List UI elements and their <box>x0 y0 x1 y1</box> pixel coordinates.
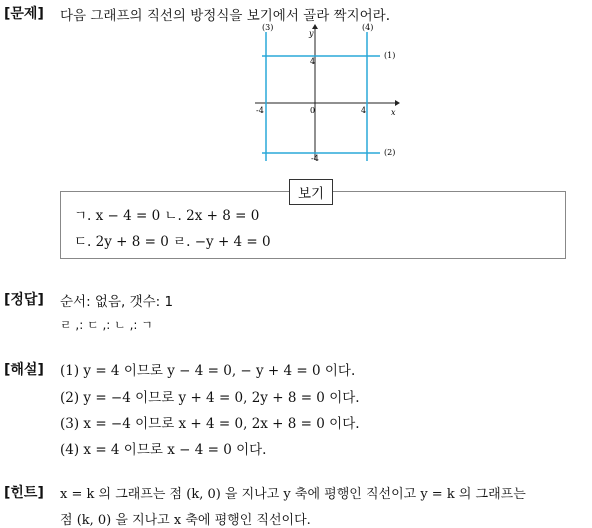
tick-y-neg: -4 <box>311 154 319 163</box>
answer-line-2: ㄹ ,: ㄷ ,: ㄴ ,: ㄱ <box>60 318 153 332</box>
hint-line-1: x = k 의 그래프는 점 (k, 0) 을 지나고 y 축에 평행인 직선이고 y = k 의 그래프는 <box>60 487 526 502</box>
explanation-line-3: (3) x = −4 이므로 x + 4 = 0, 2x + 8 = 0 이다. <box>60 416 360 432</box>
bogi-row-2: ㄷ. 2y + 8 = 0 ㄹ. −y + 4 = 0 <box>74 234 271 250</box>
answer-line-1: 순서: 없음, 갯수: 1 <box>60 294 174 310</box>
explanation-line-2: (2) y = −4 이므로 y + 4 = 0, 2y + 8 = 0 이다. <box>60 390 360 406</box>
explanation-line-1: (1) y = 4 이므로 y − 4 = 0, − y + 4 = 0 이다. <box>60 363 356 379</box>
origin-label: 0 <box>310 106 316 115</box>
explanation-line-4: (4) x = 4 이므로 x − 4 = 0 이다. <box>60 442 267 458</box>
problem-tag: [문제] <box>4 6 44 22</box>
line-graph <box>252 20 402 165</box>
problem-text: 다음 그래프의 직선의 방정식을 보기에서 골라 짝지어라. <box>60 8 390 24</box>
y-axis-label: y <box>309 29 314 38</box>
label-4: (4) <box>362 23 374 32</box>
label-2: (2) <box>384 148 396 157</box>
tick-x-neg: -4 <box>256 106 264 115</box>
x-axis-label: x <box>391 108 396 117</box>
bogi-title: 보기 <box>289 179 333 205</box>
label-3: (3) <box>262 23 274 32</box>
answer-tag: [정답] <box>4 292 44 308</box>
tick-x-pos: 4 <box>361 106 367 115</box>
hint-line-2: 점 (k, 0) 을 지나고 x 축에 평행인 직선이다. <box>60 513 311 528</box>
hint-tag: [힌트] <box>4 485 44 501</box>
x-axis-arrow <box>395 100 400 106</box>
bogi-row-1: ㄱ. x − 4 = 0 ㄴ. 2x + 8 = 0 <box>74 208 260 224</box>
label-1: (1) <box>384 51 396 60</box>
explanation-tag: [해설] <box>4 362 44 378</box>
tick-y-pos: 4 <box>310 57 316 66</box>
